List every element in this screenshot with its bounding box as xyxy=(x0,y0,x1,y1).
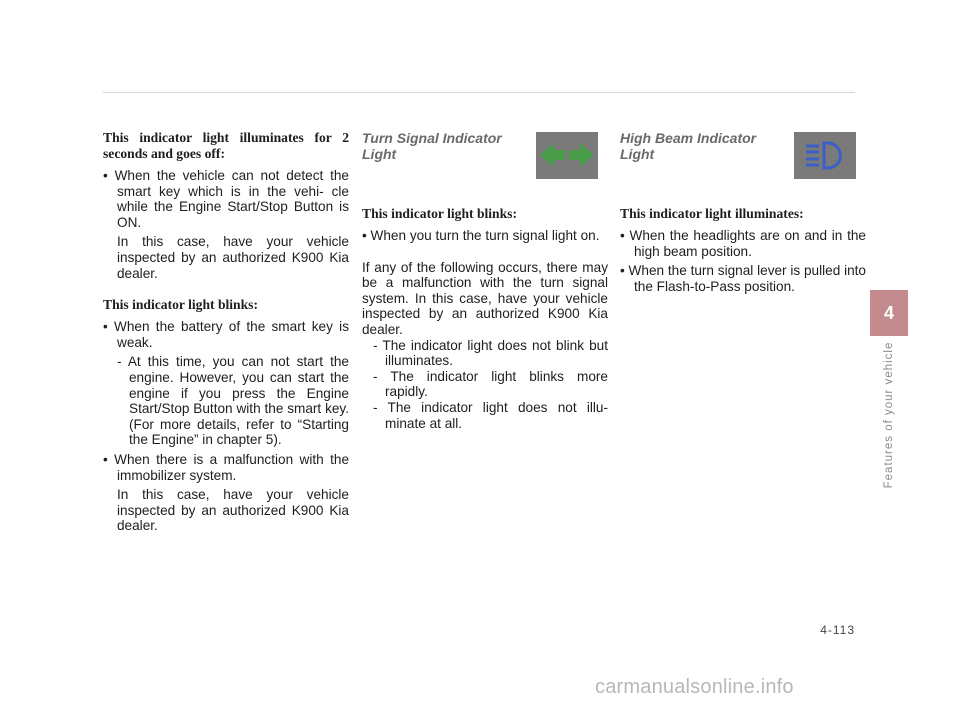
chapter-label-text: Features of your vehicle xyxy=(883,341,895,489)
heading-high-beam: High Beam Indicator Light xyxy=(620,130,757,162)
para-turn-malfunction: If any of the following occurs, there may be a malfunction with the turn signal system. In this case, have your vehicle inspected by an authorized K900 Kia dealer. xyxy=(362,259,608,337)
turn-signal-icon xyxy=(536,132,598,179)
bullet-key-not-detected: • When the vehicle can not detect the smart key which is in the vehi- cle while the Engine Start/Stop Button is ON. xyxy=(103,168,349,230)
bullet-turn-on: • When you turn the turn signal light on. xyxy=(362,228,600,243)
page-number: 4-113 xyxy=(820,623,855,637)
bullet-high-beam-on: • When the headlights are on and in the high beam position. xyxy=(620,228,866,259)
dash-item: - The indicator light blinks more rapidly. xyxy=(373,368,608,400)
column-smart-key xyxy=(103,130,349,538)
lead-turn-blinks: This indicator light blinks: xyxy=(362,206,517,221)
dash-item: - The indicator light does not illu- minate at all. xyxy=(373,399,608,431)
header-rule xyxy=(103,92,855,93)
dash-item: - The indicator light does not blink but illuminates. xyxy=(373,337,608,369)
high-beam-icon xyxy=(794,132,856,179)
para-inspect-2: In this case, have your vehicle inspected by an authorized K900 Kia dealer. xyxy=(117,487,349,534)
lead-high-beam: This indicator light illuminates: xyxy=(620,206,804,221)
lead-illuminates: This indicator light illuminates for 2 seconds and goes off: xyxy=(103,130,349,161)
watermark: carmanualsonline.info xyxy=(595,676,794,698)
lead-blinks: This indicator light blinks: xyxy=(103,297,258,313)
dash-start-engine: - At this time, you can not start the engine. However, you can start the engine if you press the Engine Start/Stop Button with the smart key. (For more details, refer to “Starting the Engine” in chapter 5). xyxy=(117,354,349,448)
heading-turn-signal: Turn Signal Indicator Light xyxy=(362,130,502,162)
para-inspect-1: In this case, have your vehicle inspected by an authorized K900 Kia dealer. xyxy=(117,234,349,281)
bullet-battery-weak: • When the battery of the smart key is weak. xyxy=(103,319,349,350)
chapter-tab: 4 xyxy=(870,290,908,336)
bullet-immobilizer: • When there is a malfunction with the immobilizer system. xyxy=(103,451,349,483)
bullet-flash-to-pass: • When the turn signal lever is pulled into the Flash-to-Pass position. xyxy=(620,263,866,294)
